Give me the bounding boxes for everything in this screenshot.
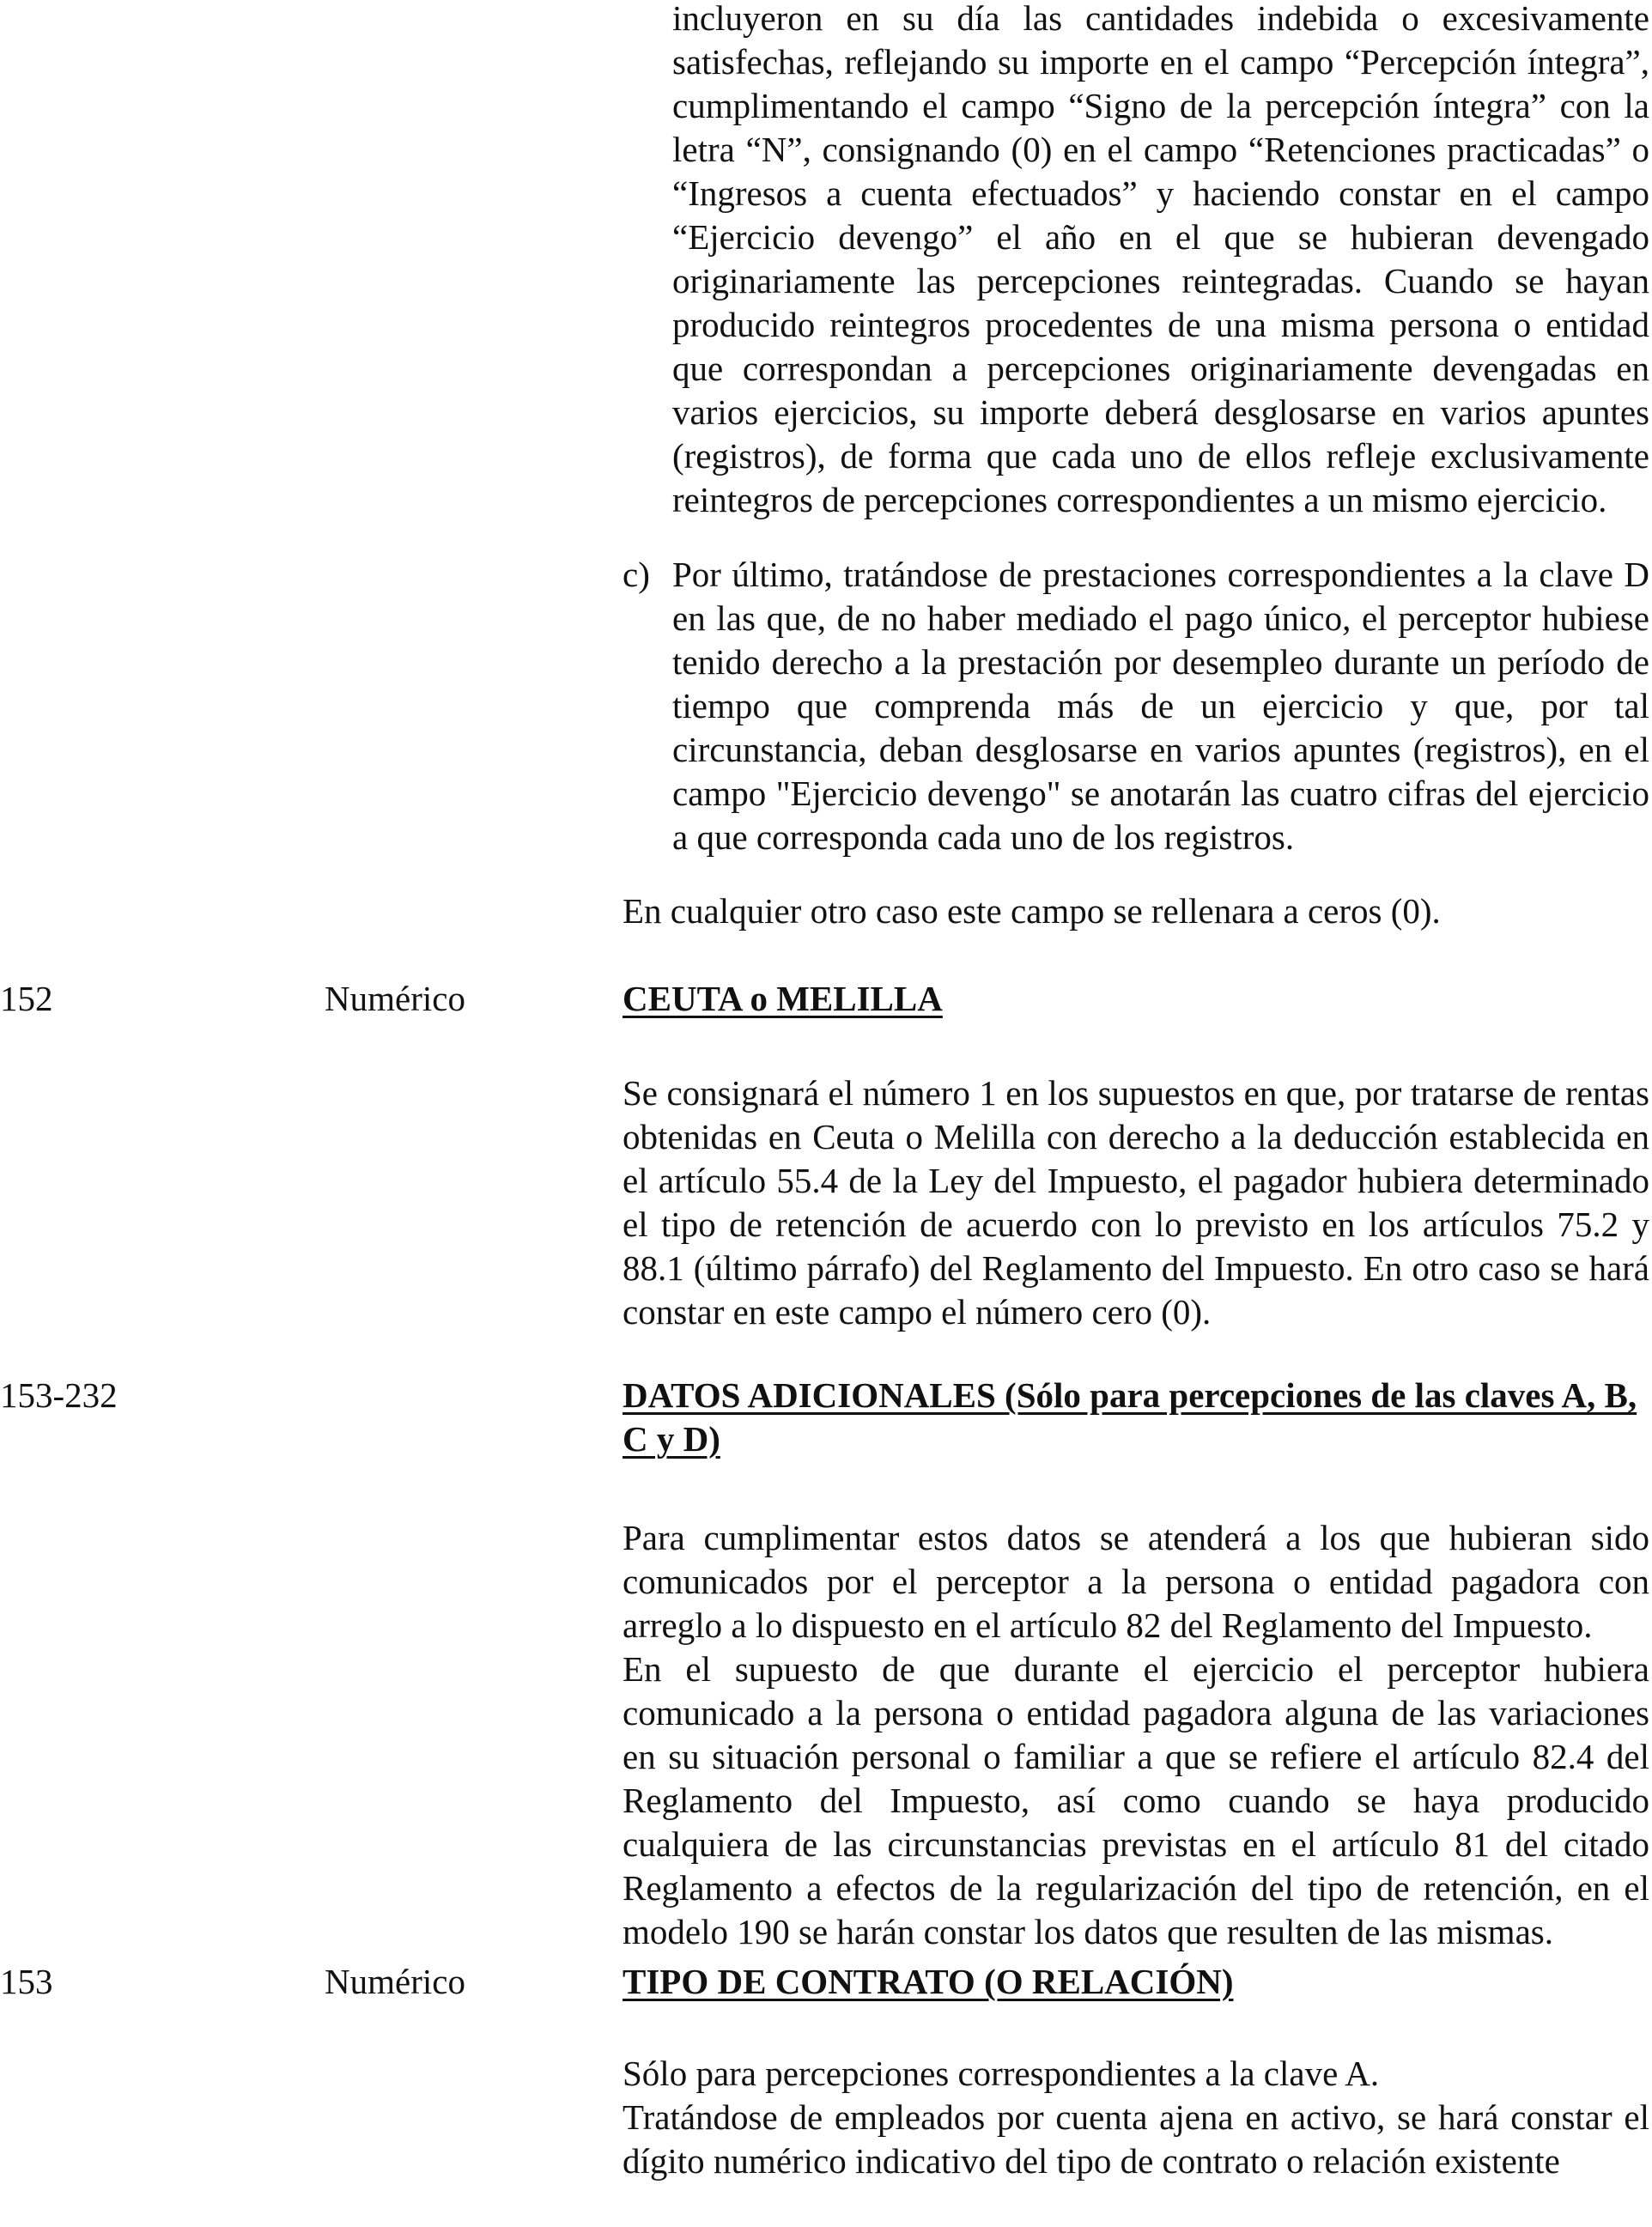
row-153-232-title: DATOS ADICIONALES (Sólo para percepciones de las claves A, B, C y D) <box>623 1375 1637 1459</box>
row-153-type: Numérico <box>325 1962 465 2001</box>
row-152-title: CEUTA o MELILLA <box>623 979 943 1018</box>
row-153-description <box>623 2052 1649 2183</box>
row-153-title: TIPO DE CONTRATO (O RELACIÓN) <box>623 1962 1234 2001</box>
row-153-232-description <box>623 1516 1649 1954</box>
row-152-position: 152 <box>0 979 53 1018</box>
item-b-continuation <box>623 0 1649 522</box>
row-153-paragraph-1: Sólo para percepciones correspondientes a la clave A. <box>623 2054 1380 2093</box>
row-153-paragraph-2: Tratándose de empleados por cuenta ajena en activo, se hará constar el dígito numérico indicativo del tipo de contrato o relación existente <box>623 2097 1649 2181</box>
row-153-232-paragraph-1: Para cumplimentar estos datos se atenderá a los que hubieran sido comunicados por el perceptor a la persona o entidad pagadora con arreglo a lo dispuesto en el artículo 82 del Reglamento del Impuesto. <box>623 1518 1649 1645</box>
row-153-232-paragraph-2: En el supuesto de que durante el ejercicio el perceptor hubiera comunicado a la persona o entidad pagadora alguna de las variaciones en su situación personal o familiar a que se refiere el artículo 82.4 del Reglamento del Impuesto, así como cuando se haya producido cualquiera de las circunstancias previstas en el artículo 81 del citado Reglamento a efectos de la regularización del tipo de retención, en el modelo 190 se harán constar los datos que resulten de las mismas. <box>623 1649 1649 1951</box>
row-152-description <box>623 1071 1649 1334</box>
row-152-type: Numérico <box>325 979 465 1018</box>
row-153-232-position: 153-232 <box>0 1375 118 1415</box>
closing-line: En cualquier otro caso este campo se rellenara a ceros (0). <box>623 891 1441 931</box>
item-b-text: incluyeron en su día las cantidades indebida o excesivamente satisfechas, reflejando su importe en el campo “Percepción íntegra”, cumplimentando el campo “Signo de la percepción íntegra” con la letra “N”, consignando (0) en el campo “Retenciones practicadas” o “Ingresos a cuenta efectuados” y haciendo constar en el campo “Ejercicio devengo” el año en el que se hubieran devengado originariamente las percepciones reintegradas. Cuando se hayan producido reintegros procedentes de una misma persona o entidad que correspondan a percepciones originariamente devengadas en varios ejercicios, su importe deberá desglosarse en varios apuntes (registros), de forma que cada uno de ellos refleje exclusivamente reintegros de percepciones correspondientes a un mismo ejercicio. <box>672 0 1649 519</box>
row-153-position: 153 <box>0 1962 53 2001</box>
item-c <box>623 553 1649 859</box>
item-c-marker: c) <box>623 555 650 594</box>
row-152-paragraph: Se consignará el número 1 en los supuestos en que, por tratarse de rentas obtenidas en Ceuta o Melilla con derecho a la deducción establecida en el artículo 55.4 de la Ley del Impuesto, el pagador hubiera determinado el tipo de retención de acuerdo con lo previsto en los artículos 75.2 y 88.1 (último párrafo) del Reglamento del Impuesto. En otro caso se hará constar en este campo el número cero (0). <box>623 1073 1649 1332</box>
item-c-text: Por último, tratándose de prestaciones correspondientes a la clave D en las que, de no haber mediado el pago único, el perceptor hubiese tenido derecho a la prestación por desempleo durante un período de tiempo que comprenda más de un ejercicio y que, por tal circunstancia, deban desglosarse en varios apuntes (registros), en el campo "Ejercicio devengo" se anotarán las cuatro cifras del ejercicio a que corresponda cada uno de los registros. <box>672 555 1649 857</box>
